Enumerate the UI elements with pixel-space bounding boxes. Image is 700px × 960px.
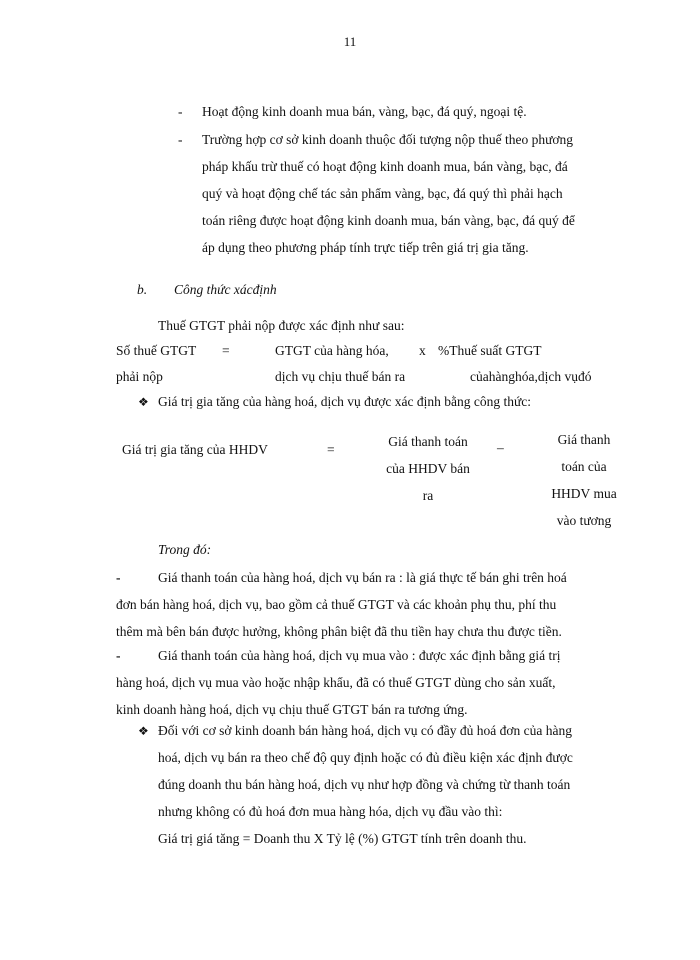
text-line: Đối với cơ sở kinh doanh bán hàng hoá, dịch vụ có đầy đủ hoá đơn của hàng — [158, 723, 572, 738]
where-label: Trong đó: — [158, 542, 212, 557]
section-label: b. — [137, 282, 148, 297]
diamond-bullet-icon: ❖ — [138, 395, 149, 409]
text-line: toán riêng được hoạt động kinh doanh mua, bán vàng, bạc, đá quý để — [202, 213, 575, 228]
formula2-sale-price — [370, 428, 486, 509]
formula-line: Giá trị giá tăng = Doanh thu X Tỷ lệ (%) GTGT tính trên doanh thu. — [158, 831, 527, 846]
bullet-paragraph — [202, 126, 575, 261]
formula1-times: x — [419, 343, 426, 358]
bullet-dash: - — [178, 132, 183, 147]
intro-text: Thuế GTGT phải nộp được xác định như sau: — [158, 318, 405, 333]
text-line: đơn bán hàng hoá, dịch vụ, bao gồm cả thuế GTGT và các khoản phụ thu, phí thu — [116, 597, 557, 612]
bullet-dash: - — [178, 104, 183, 119]
section-title: Công thức xácđịnh — [174, 282, 277, 297]
diamond-bullet-icon: ❖ — [138, 724, 149, 738]
formula2-minus: – — [497, 440, 504, 455]
formula2-equals: = — [327, 442, 335, 457]
text-line: hàng hoá, dịch vụ mua vào hoặc nhập khẩu, đã có thuế GTGT dùng cho sản xuất, — [116, 675, 556, 690]
text-line: Trường hợp cơ sở kinh doanh thuộc đối tượng nộp thuế theo phương — [202, 132, 574, 147]
definition-dash: - — [116, 570, 121, 585]
formula1-mid-line1: GTGT của hàng hóa, — [275, 343, 389, 358]
definition-paragraph — [116, 564, 567, 645]
formula1-right-line2: củahànghóa,dịch vụđó — [470, 369, 592, 384]
value-added-intro: Giá trị gia tăng của hàng hoá, dịch vụ được xác định bằng công thức: — [158, 394, 532, 409]
text-line: hoá, dịch vụ bán ra theo chế độ quy định hoặc có đủ điều kiện xác định được — [158, 750, 573, 765]
formula1-right-line1: %Thuế suất GTGT — [438, 343, 542, 358]
text-line: Giá thanh toán — [388, 434, 468, 449]
text-line: Giá thanh — [557, 432, 611, 447]
text-line: vào tương — [556, 513, 612, 528]
formula1-equals: = — [222, 343, 230, 358]
text-line: Giá thanh toán của hàng hoá, dịch vụ mua vào : được xác định bằng giá trị — [158, 648, 561, 663]
text-line: kinh doanh hàng hoá, dịch vụ chịu thuế GTGT bán ra tương ứng. — [116, 702, 468, 717]
formula1-left-line2: phải nộp — [116, 369, 163, 384]
text-line: toán của — [561, 459, 607, 474]
text-line: áp dụng theo phương pháp tính trực tiếp trên giá trị gia tăng. — [202, 240, 529, 255]
formula2-left: Giá trị gia tăng của HHDV — [122, 442, 268, 457]
text-line: của HHDV bán — [386, 461, 470, 476]
text-line: ra — [422, 488, 434, 503]
bullet-text: Hoạt động kinh doanh mua bán, vàng, bạc, đá quý, ngoại tệ. — [202, 104, 527, 119]
page-number: 11 — [343, 34, 357, 49]
formula1-mid-line2: dịch vụ chịu thuế bán ra — [275, 369, 406, 384]
formula2-purchase-price — [536, 426, 632, 534]
last-bullet-paragraph — [158, 717, 573, 852]
text-line: quý và hoạt động chế tác sản phẩm vàng, bạc, đá quý thì phải hạch — [202, 186, 563, 201]
definition-dash: - — [116, 648, 121, 663]
text-line: pháp khấu trừ thuế có hoạt động kinh doanh mua, bán vàng, bạc, đá — [202, 159, 568, 174]
text-line: thêm mà bên bán được hưởng, không phân biệt đã thu tiền hay chưa thu được tiền. — [116, 624, 562, 639]
text-line: nhưng không có đủ hoá đơn mua hàng hóa, dịch vụ đầu vào thì: — [158, 804, 503, 819]
formula1-left-line1: Số thuế GTGT — [116, 343, 197, 358]
text-line: đúng doanh thu bán hàng hoá, dịch vụ như hợp đồng và chứng từ thanh toán — [158, 777, 571, 792]
definition-paragraph — [116, 642, 560, 723]
text-line: HHDV mua — [551, 486, 617, 501]
text-line: Giá thanh toán của hàng hoá, dịch vụ bán ra : là giá thực tế bán ghi trên hoá — [158, 570, 567, 585]
